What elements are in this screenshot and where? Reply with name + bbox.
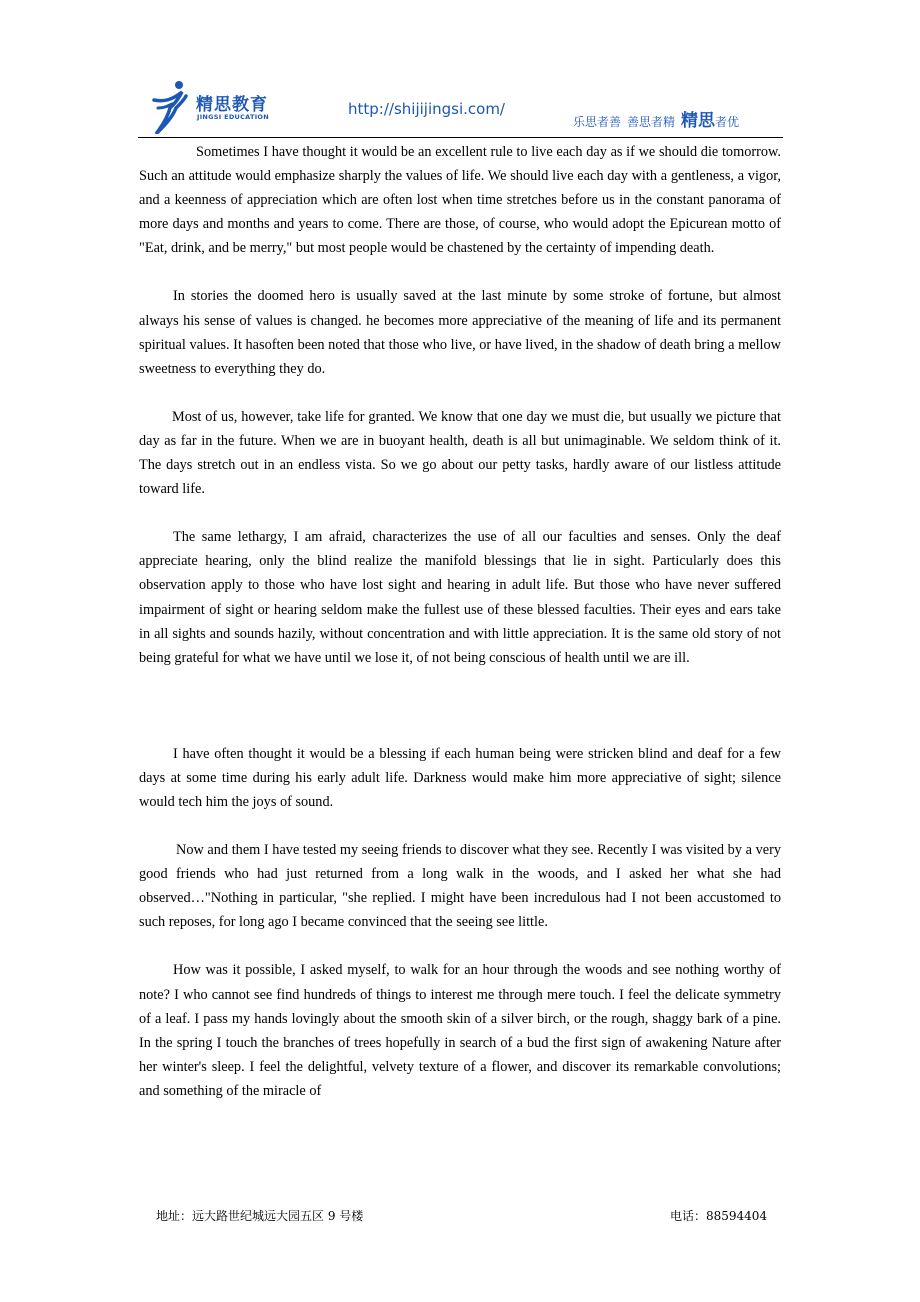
paragraph-4: The same lethargy, I am afraid, characterizes the use of all our faculties and senses. Only the deaf appreciate hearing, only the blind realize the manifold blessings that lie in sight. Particularly does this observation apply to those who have lost sight and hearing in adult life. But those who have never suffered impairment of sight or hearing seldom make the fullest use of these blessed faculties. Their eyes and ears take in all sights and sounds hazily, without concentration and with little appreciation. It is the same old story of not being grateful for what we have until we lose it, of not being conscious of health until we are ill. [139, 529, 781, 666]
paragraph-3: Most of us, however, take life for granted. We know that one day we must die, but usually we picture that day as far in the future. When we are in buoyant health, death is all but unimaginable. We seldom think of it. The days stretch out in an endless vista. So we go about our petty tasks, hardly aware of our listless attitude toward life. [139, 408, 781, 498]
footer-address: 地址：远大路世纪城远大园五区 9 号楼 [156, 1209, 364, 1223]
jingsi-figure-logo-icon [150, 78, 190, 134]
page-header [138, 76, 783, 138]
header-divider [138, 137, 783, 138]
brand-name-cn: 精思教育 [196, 95, 268, 115]
paragraph-6: Now and them I have tested my seeing friends to discover what they see. Recently I was visited by a very good friends who had just returned from a long walk in the woods, and I asked her what she had observed…"Nothing in particular, "she replied. I might have been incredulous had I not been accustomed to such reposes, for long ago I became convinced that the seeing see little. [139, 842, 781, 931]
paragraph-7: How was it possible, I asked myself, to walk for an hour through the woods and see nothing worthy of note? I who cannot see find hundreds of things to interest me through mere touch. I feel the delicate symmetry of a leaf. I pass my hands lovingly about the smooth skin of a silver birch, or the rough, shaggy bark of a pine. In the spring I touch the branches of trees hopefully in search of a bud the first sign of awakening Nature after her winter's sleep. I feel the delightful, velvety texture of a flower, and discover its remarkable convolutions; and something of the miracle of [139, 962, 781, 1099]
slogan-part-2: 善思者精 [627, 115, 676, 129]
article-body [139, 140, 781, 1103]
slogan-part-4: 者优 [715, 115, 740, 129]
slogan [573, 106, 739, 131]
slogan-part-3: 精思 [681, 111, 716, 131]
paragraph-1: Sometimes I have thought it would be an excellent rule to live each day as if we should die tomorrow. Such an attitude would emphasize sharply the values of life. We should live each day with a gentleness, a vigor, and a keenness of appreciation which are often lost when time stretches before us in the constant panorama of more days and months and years to come. There are those, of course, who would adopt the Epicurean motto of "Eat, drink, and be merry," but most people would be chastened by the certainty of impending death. [139, 144, 781, 257]
slogan-part-1: 乐思者善 [573, 115, 622, 129]
paragraph-2: In stories the doomed hero is usually saved at the last minute by some stroke of fortune, but almost always his sense of values is changed. he becomes more appreciative of the meaning of life and its permanent spiritual values. It hasoften been noted that those who live, or have lived, in the shadow of death bring a mellow sweetness to everything they do. [139, 288, 781, 377]
footer-phone: 电话：88594404 [670, 1209, 768, 1223]
brand-name-en: JINGSI EDUCATION [197, 113, 270, 121]
paragraph-5: I have often thought it would be a blessing if each human being were stricken blind and deaf for a few days at some time during his early adult life. Darkness would make him more appreciative of sight; silence would tech him the joys of sound. [139, 745, 781, 810]
site-url-link[interactable]: http://shijijingsi.com/ [348, 100, 505, 118]
